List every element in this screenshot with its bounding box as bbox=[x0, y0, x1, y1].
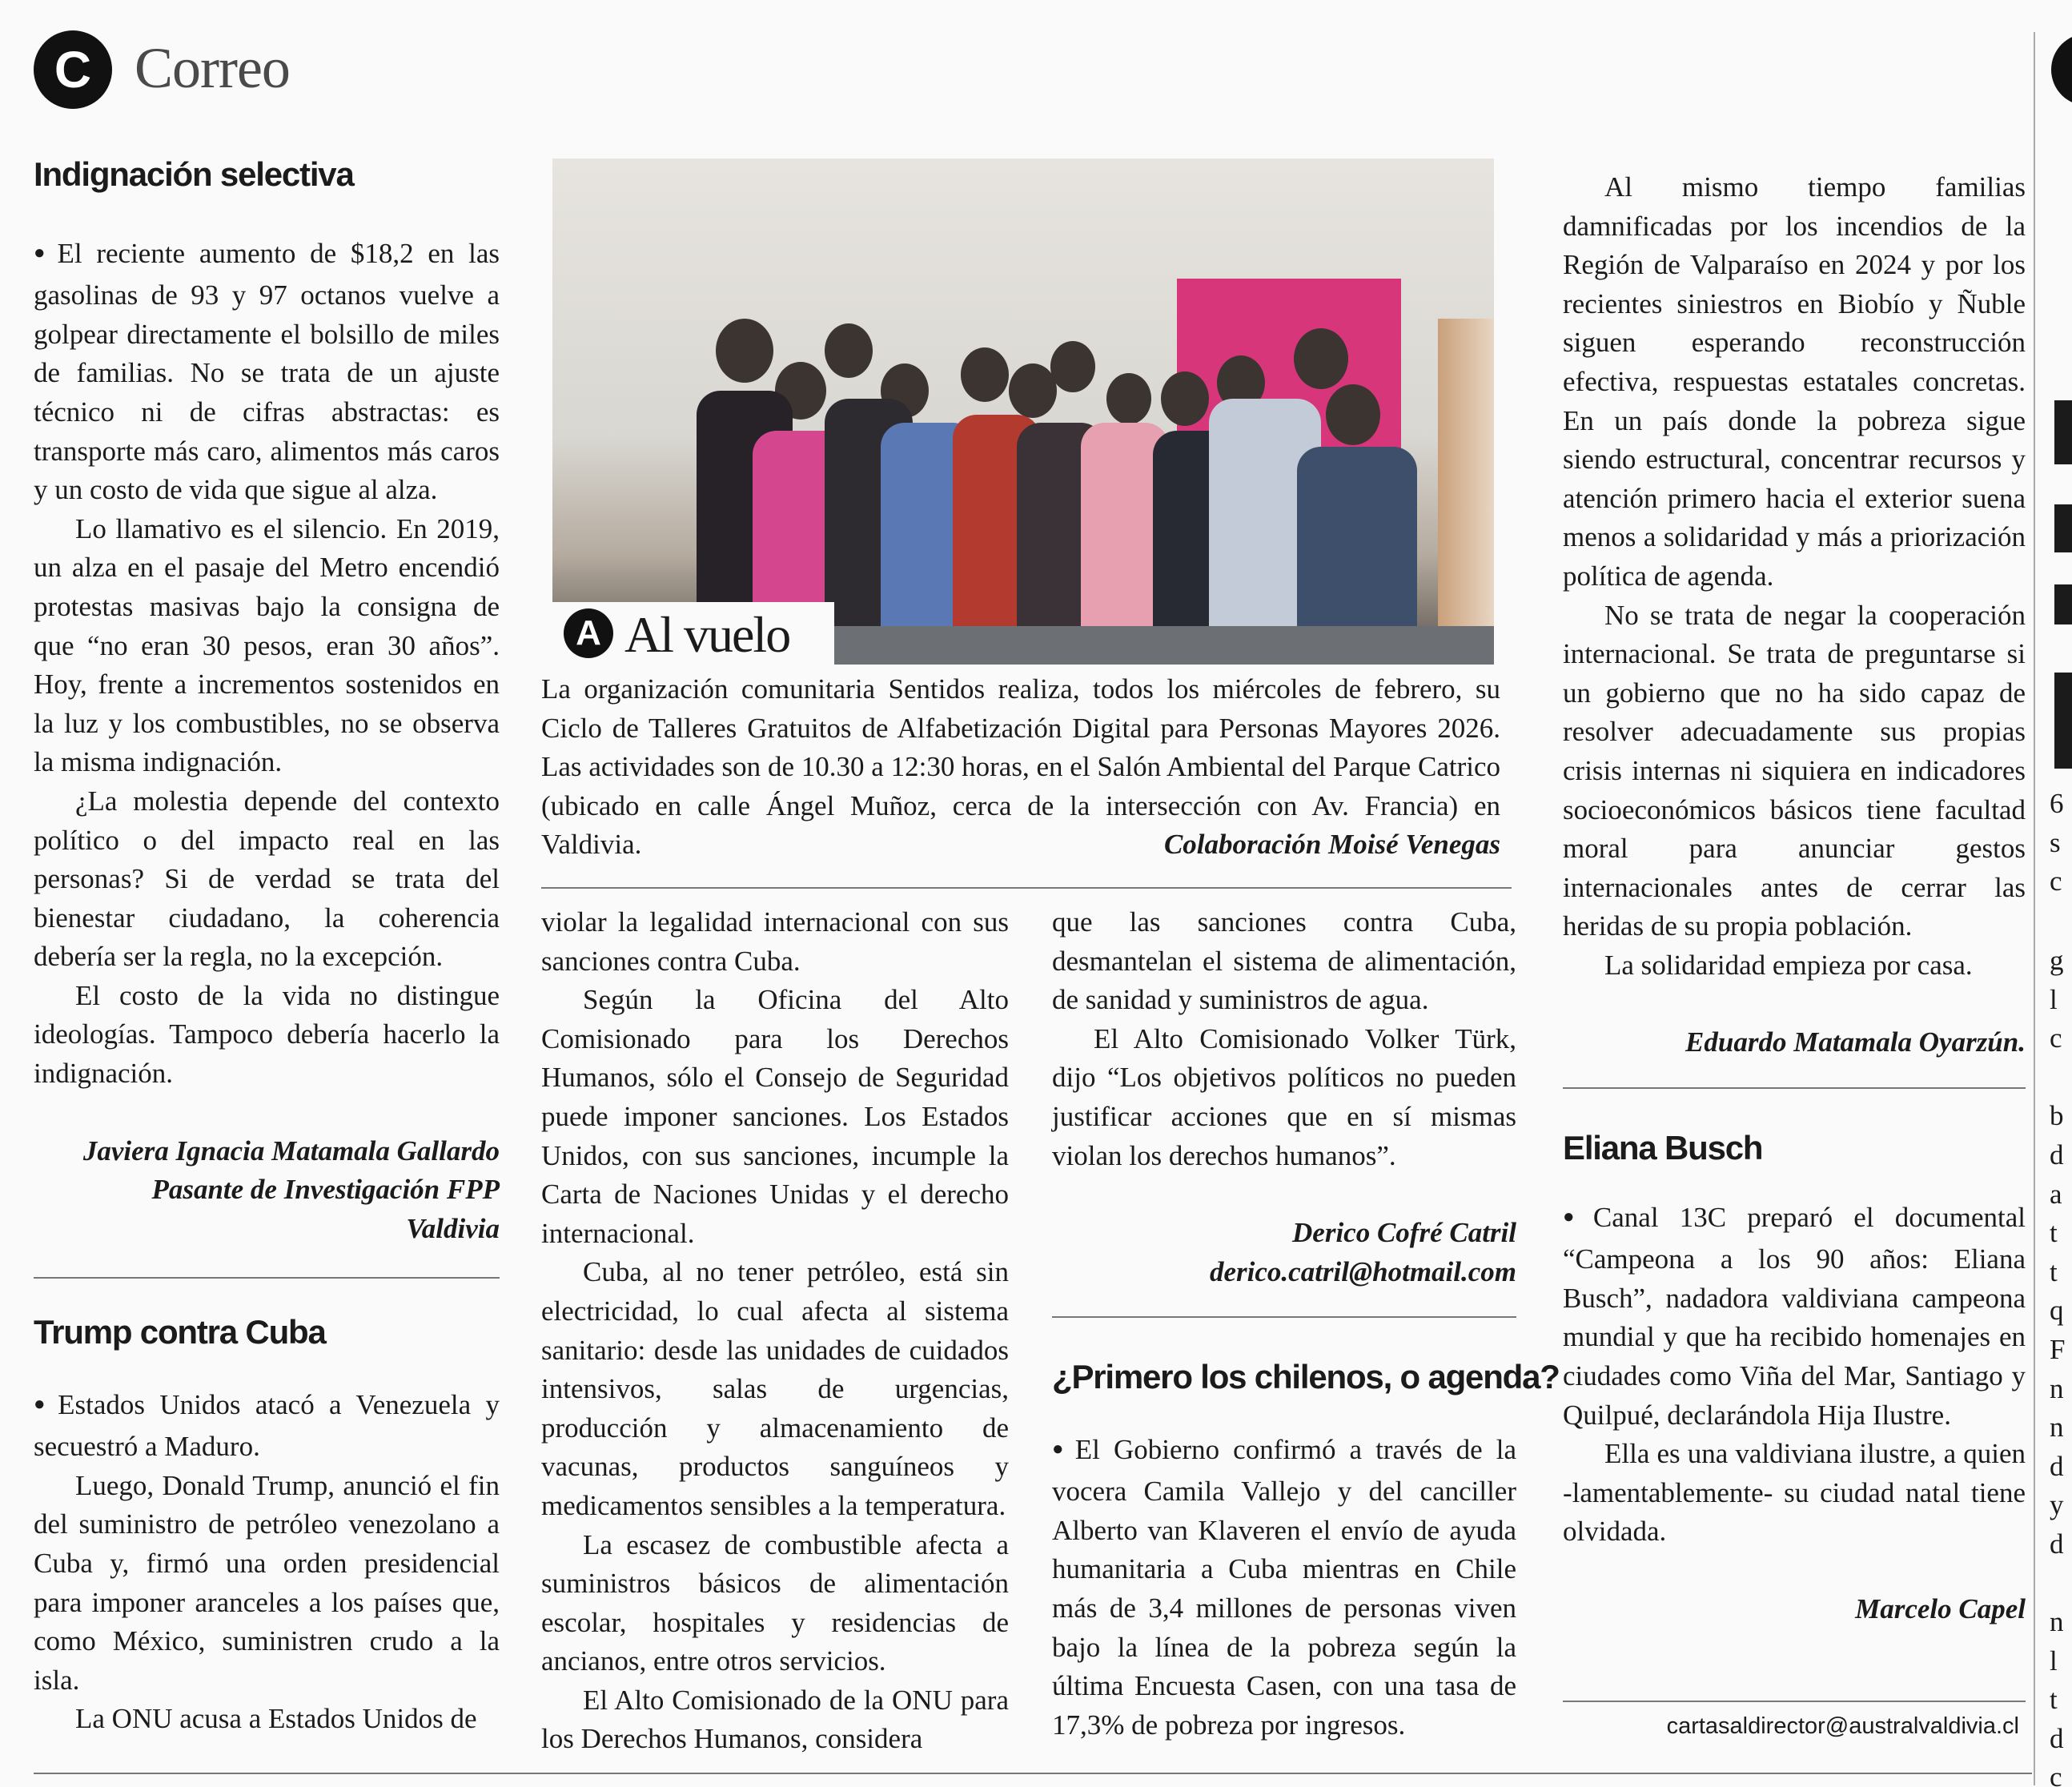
letter-title: ¿Primero los chilenos, o agenda? bbox=[1052, 1358, 1560, 1395]
edge-line: t bbox=[2050, 1684, 2058, 1716]
letter-paragraph: No se trata de negar la cooperación internacional. Se trata de preguntarse si un gobierno que no ha sido capaz de resolver adecuadamente sus propias crisis internas ni siquiera en indicadores socioeconómicos básicos tiene facultad moral para anunciar gestos internacionales antes de cerrar las heridas de su propia población. bbox=[1563, 599, 2026, 942]
edge-line: l bbox=[2050, 983, 2058, 1015]
letter-paragraph: La ONU acusa a Estados Unidos de bbox=[75, 1703, 477, 1735]
next-page-logo-icon bbox=[2051, 34, 2072, 106]
letter-paragraph: Luego, Donald Trump, anunció el fin del suministro de petróleo venezolano a Cuba y, firmó una orden presidencial para imponer aranceles a los países que, como México, suministren crudo a la isla. bbox=[34, 1469, 500, 1696]
next-column-heading-fragment bbox=[2054, 400, 2072, 464]
divider bbox=[1563, 1087, 2026, 1089]
column-3 bbox=[1052, 903, 1516, 1291]
signature-name: Eduardo Matamala Oyarzún. bbox=[1685, 1026, 2026, 1058]
section-label-icon: A bbox=[564, 608, 613, 658]
edge-line: q bbox=[2050, 1295, 2064, 1327]
edge-line: d bbox=[2050, 1722, 2064, 1754]
next-column-fragment-top bbox=[2050, 785, 2072, 902]
section-label bbox=[552, 602, 834, 665]
edge-line: F bbox=[2050, 1333, 2066, 1365]
signature-email[interactable]: derico.catril@hotmail.com bbox=[1210, 1255, 1516, 1287]
column-3-lower bbox=[1052, 1358, 1560, 1745]
edge-line: c bbox=[2050, 1761, 2062, 1787]
divider bbox=[1563, 1701, 2026, 1702]
letter-paragraph: ● El Gobierno confirmó a través de la vocera Camila Vallejo y del canciller Alberto van Klaveren el envío de ayuda humanitaria a Cuba mientras en Chile más de 3,4 millones de personas viven bajo la línea de la pobreza según la última Encuesta Casen, con una tasa de 17,3% de pobreza por ingresos. bbox=[1052, 1431, 1516, 1745]
letter-paragraph: El Alto Comisionado de la ONU para los Derechos Humanos, considera bbox=[541, 1684, 1009, 1755]
letters-email[interactable]: cartasaldirector@australvaldivia.cl bbox=[1666, 1713, 2019, 1739]
edge-line: d bbox=[2050, 1138, 2064, 1171]
page-gutter-rule bbox=[2034, 32, 2035, 1785]
letter-paragraph: Según la Oficina del Alto Comisionado para los Derechos Humanos, sólo el Consejo de Seguridad puede imponer sanciones. Los Estados Unidos, con sus sanciones, incumple la Carta de Naciones Unidas y el derecho internacional. bbox=[541, 984, 1009, 1249]
letter-paragraph: ¿La molestia depende del contexto político o del impacto real en las personas? Si de verdad se trata del bienestar ciudadano, la coherencia debería ser la regla, no la excepción. bbox=[34, 785, 500, 973]
edge-line: n bbox=[2050, 1412, 2064, 1444]
letter-paragraph: Al mismo tiempo familias damnificadas por los incendios de la Región de Valparaíso en 2024 y por los recientes siniestros en Biobío y Ñuble siguen esperando reconstrucción efectiva, respuestas estatales concretas. En un país donde la pobreza sigue siendo estructural, concentrar recursos y atención primero hacia el exterior suena menos a solidaridad y más a priorización política de agenda. bbox=[1563, 171, 2026, 592]
edge-line bbox=[2050, 1564, 2072, 1604]
edge-line: y bbox=[2050, 1489, 2064, 1521]
edge-line: t bbox=[2050, 1217, 2058, 1249]
letter-paragraph: El Alto Comisionado Volker Türk, dijo “Los objetivos políticos no pueden justificar acciones que en sí mismas violan los derechos humanos”. bbox=[1052, 1022, 1516, 1171]
next-column-heading-fragment bbox=[2054, 504, 2072, 552]
signature-name: Javiera Ignacia Matamala Gallardo bbox=[82, 1134, 500, 1167]
caption-text: La organización comunitaria Sentidos realiza, todos los miércoles de febrero, su Ciclo de Talleres Gratuitos de Alfabetización Digital para Personas Mayores 2026. Las actividades son de 10.30 a 12:30 horas, en el Salón Ambiental del Parque Catrico (ubicado en calle Ángel Muñoz, cerca de la intersección con Av. Francia) en Valdivia. bbox=[541, 673, 1500, 861]
divider bbox=[541, 887, 1512, 889]
letter-paragraph: La solidaridad empieza por casa. bbox=[1604, 949, 1973, 981]
edge-line: d bbox=[2050, 1528, 2064, 1560]
edge-line bbox=[2050, 1058, 2072, 1098]
column-1-lower bbox=[34, 1313, 500, 1739]
section-logo-icon: C bbox=[34, 30, 112, 109]
signature-city: Valdivia bbox=[406, 1212, 500, 1244]
edge-line: b bbox=[2050, 1100, 2064, 1132]
edge-line: s bbox=[2050, 826, 2061, 858]
edge-line: c bbox=[2050, 865, 2062, 898]
next-column-heading-fragment bbox=[2054, 584, 2072, 624]
letter-paragraph: Cuba, al no tener petróleo, está sin electricidad, lo cual afecta al sistema sanitario: desde las unidades de cuidados intensivos, salas de urgencias, producción y almacenamiento de vacunas, productos sanguíneos y medicamentos sensibles a la temperatura. bbox=[541, 1256, 1009, 1521]
divider bbox=[1052, 1316, 1516, 1318]
edge-line: d bbox=[2050, 1450, 2064, 1482]
edge-line: l bbox=[2050, 1644, 2058, 1677]
photo-credit: Colaboración Moisé Venegas bbox=[1163, 829, 1500, 861]
letter-paragraph: ● El reciente aumento de $18,2 en las gasolinas de 93 y 97 octanos vuelve a golpear directamente el bolsillo de miles de familias. No se trata de un ajuste técnico ni de cifras abstractas: es transporte más caro, alimentos más caros y un costo de vida que sigue al alza. bbox=[34, 235, 500, 510]
edge-line: n bbox=[2050, 1372, 2064, 1404]
letter-title: Indignación selectiva bbox=[34, 155, 354, 193]
letter-title: Eliana Busch bbox=[1563, 1129, 1763, 1167]
edge-line: a bbox=[2050, 1178, 2062, 1210]
letter-paragraph: ● Estados Unidos atacó a Venezuela y secuestró a Maduro. bbox=[34, 1386, 500, 1467]
column-1 bbox=[34, 155, 500, 1248]
letter-title: Trump contra Cuba bbox=[34, 1313, 326, 1351]
column-4-lower bbox=[1563, 1129, 2026, 1629]
next-column-heading-fragment bbox=[2054, 673, 2072, 769]
group-people-illustration bbox=[552, 159, 1494, 665]
edge-line: 6 bbox=[2050, 788, 2064, 819]
letter-paragraph: violar la legalidad internacional con sus sanciones contra Cuba. bbox=[541, 906, 1009, 977]
page-bottom-rule bbox=[34, 1773, 2032, 1774]
letter-paragraph: El costo de la vida no distingue ideologías. Tampoco debería hacerlo la indignación. bbox=[34, 979, 500, 1090]
edge-line: n bbox=[2050, 1606, 2064, 1638]
divider bbox=[34, 1277, 500, 1279]
edge-line: t bbox=[2050, 1255, 2058, 1287]
letter-paragraph: Ella es una valdiviana ilustre, a quien -lamentablemente- su ciudad natal tiene olvidada. bbox=[1563, 1438, 2026, 1548]
section-title: Correo bbox=[135, 36, 290, 100]
letter-paragraph: ● Canal 13C preparó el documental “Campeona a los 90 años: Eliana Busch”, nadadora valdiviana campeona mundial y que ha recibido homenajes en ciudades como Viña del Mar, Santiago y Quilpué, declarándola Hija Ilustre. bbox=[1563, 1199, 2026, 1436]
edge-line: c bbox=[2050, 1022, 2062, 1054]
signature-role: Pasante de Investigación FPP bbox=[151, 1174, 500, 1206]
next-column-fragment-bottom bbox=[2050, 942, 2072, 1787]
column-4 bbox=[1563, 168, 2026, 1062]
community-photo bbox=[552, 159, 1494, 665]
edge-line: g bbox=[2050, 945, 2064, 976]
letter-paragraph: que las sanciones contra Cuba, desmantelan el sistema de alimentación, de sanidad y suministros de agua. bbox=[1052, 906, 1516, 1016]
signature-name: Marcelo Capel bbox=[1855, 1592, 2026, 1624]
section-label-text: Al vuelo bbox=[624, 606, 790, 663]
letter-paragraph: La escasez de combustible afecta a suministros básicos de alimentación escolar, hospitales y residencias de ancianos, entre otros servicios. bbox=[541, 1528, 1009, 1677]
column-2 bbox=[541, 903, 1009, 1759]
signature-name: Derico Cofré Catril bbox=[1292, 1217, 1516, 1249]
letter-paragraph: Lo llamativo es el silencio. En 2019, un alza en el pasaje del Metro encendió protestas masivas bajo la consigna de que “no eran 30 pesos, eran 30 años”. Hoy, frente a incrementos sostenidos en la luz y los combustibles, no se observa la misma indignación. bbox=[34, 512, 500, 778]
photo-caption bbox=[541, 670, 1500, 865]
